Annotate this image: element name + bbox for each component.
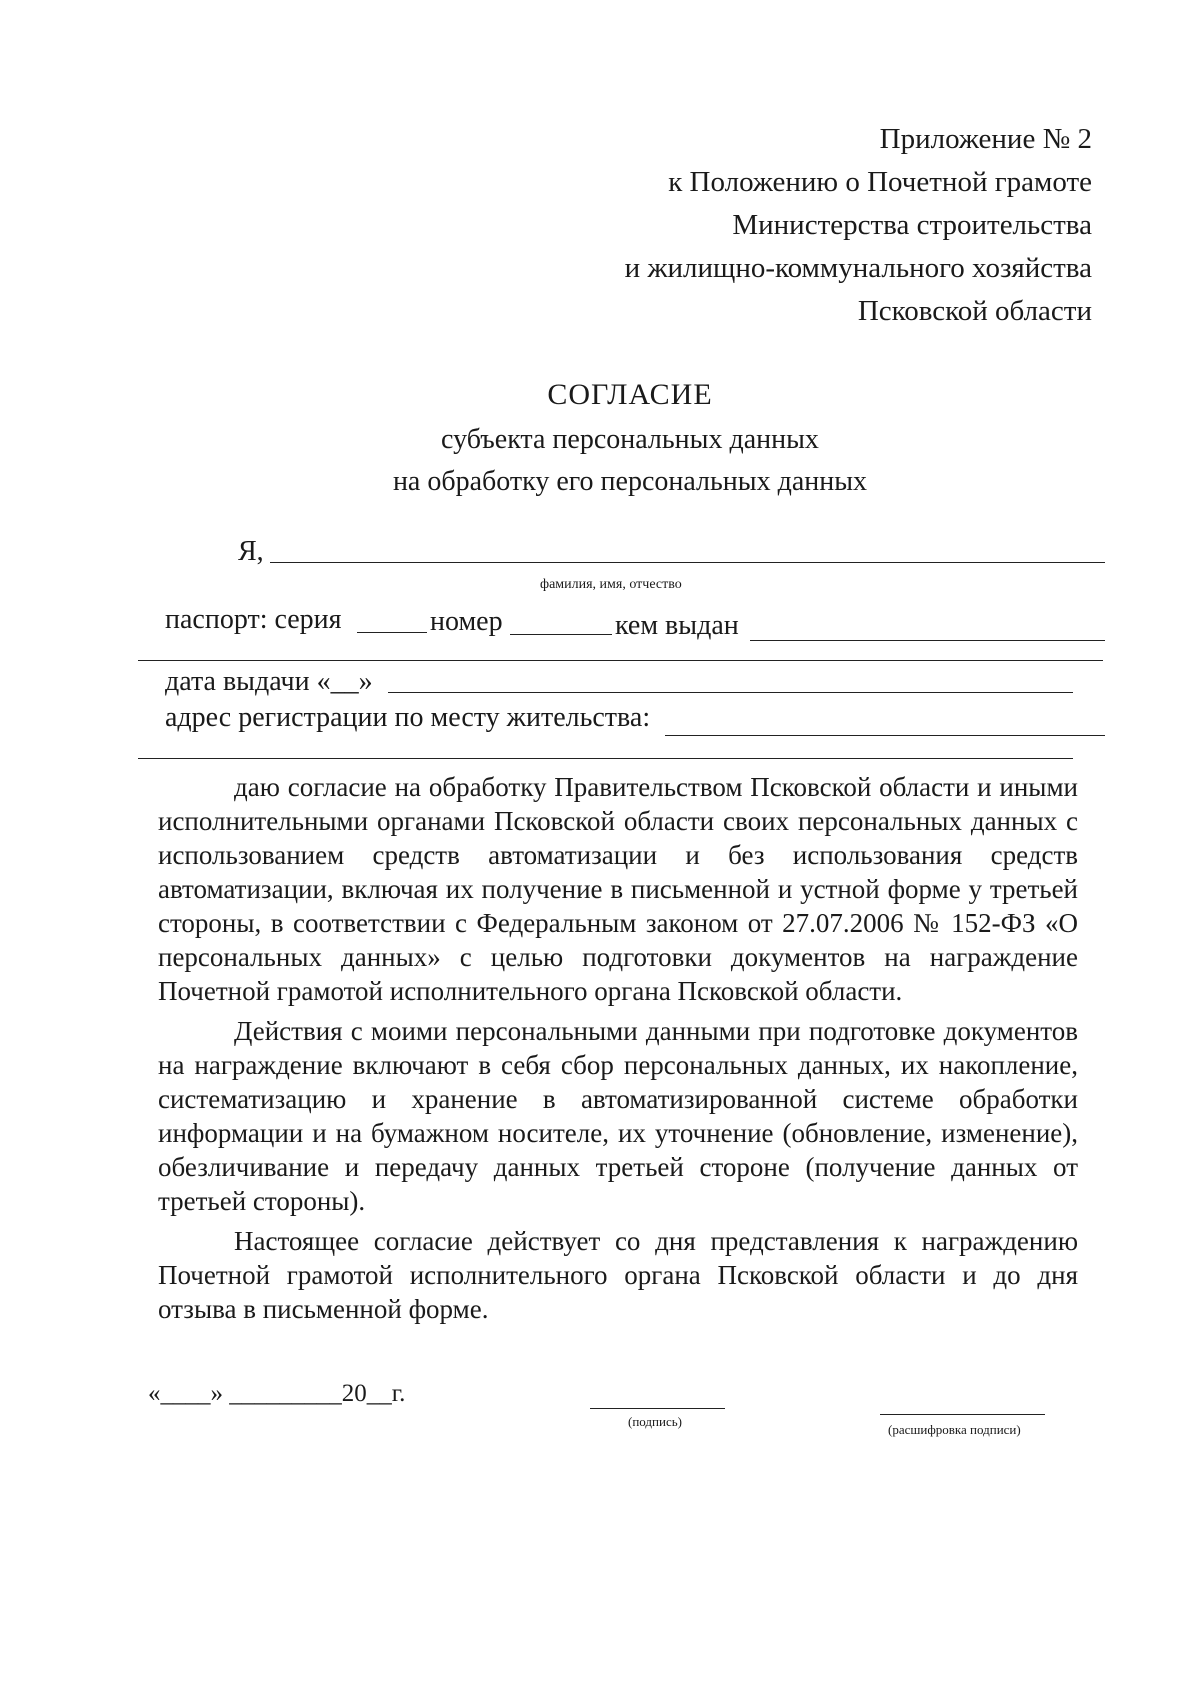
address-label: адрес регистрации по месту жительства:: [165, 702, 651, 733]
signature-decode-caption: (расшифровка подписи): [888, 1422, 1021, 1437]
consent-paragraph-2: Действия с моими персональными данными при подготовке документов на награждение включают в себя сбор персональных данных, их накопление, систематизацию и хранение в автоматизированной системе обработки информации и на бумажном носителе, их уточнение (обновление, изменение), обезличивание и передачу данных третьей стороне (получение данных от третьей стороны).: [158, 1016, 1078, 1216]
passport-series-field-line[interactable]: [357, 632, 427, 633]
signature-date: «____» _________20__г.: [148, 1380, 406, 1407]
issue-date-field-line[interactable]: [388, 692, 1073, 693]
consent-paragraph-1: даю согласие на обработку Правительством Псковской области и иными исполнительными органами Псковской области своих персональных данных с использованием средств автоматизации и без использования средств автоматизации, включая их получение в письменной и устной форме у третьей стороны, в соответствии с Федеральным законом от 27.07.2006 № 152-ФЗ «О персональных данных» с целью подготовки документов на награждение Почетной грамотой исполнительного органа Псковской области.: [158, 772, 1078, 1006]
signature-decode-line[interactable]: [880, 1414, 1045, 1415]
document-title-block: [0, 375, 1200, 503]
address-continuation-line[interactable]: [138, 758, 1073, 759]
appendix-number: Приложение № 2: [879, 123, 1092, 155]
issued-by-continuation-line[interactable]: [138, 660, 1103, 661]
appendix-header: [625, 118, 1092, 333]
passport-series-label: паспорт: серия: [165, 604, 342, 635]
document-subtitle-1: субъекта персональных данных: [441, 424, 819, 455]
fio-field-line[interactable]: [270, 562, 1105, 563]
issued-by-field-line[interactable]: [750, 640, 1105, 641]
issued-by-label: кем выдан: [615, 610, 739, 641]
consent-paragraph-3: Настоящее согласие действует со дня представления к награждению Почетной грамотой исполнительного органа Псковской области и до дня отзыва в письменной форме.: [158, 1226, 1078, 1324]
fio-caption: фамилия, имя, отчество: [540, 577, 682, 592]
document-subtitle-2: на обработку его персональных данных: [392, 466, 868, 497]
appendix-line-region: Псковской области: [857, 295, 1092, 327]
document-title: СОГЛАСИЕ: [547, 378, 713, 411]
issue-date-label: дата выдачи «__»: [165, 666, 373, 697]
consent-body: [158, 770, 1078, 1332]
passport-number-label: номер: [430, 606, 503, 637]
signature-line[interactable]: [590, 1408, 725, 1409]
appendix-line-ministry: Министерства строительства: [732, 209, 1092, 241]
appendix-line-housing: и жилищно-коммунального хозяйства: [624, 252, 1092, 284]
signature-caption: (подпись): [628, 1414, 682, 1429]
address-field-line[interactable]: [665, 735, 1105, 736]
passport-number-field-line[interactable]: [510, 634, 612, 635]
i-label: Я,: [238, 536, 264, 567]
appendix-line-regulation: к Положению о Почетной грамоте: [668, 166, 1092, 198]
